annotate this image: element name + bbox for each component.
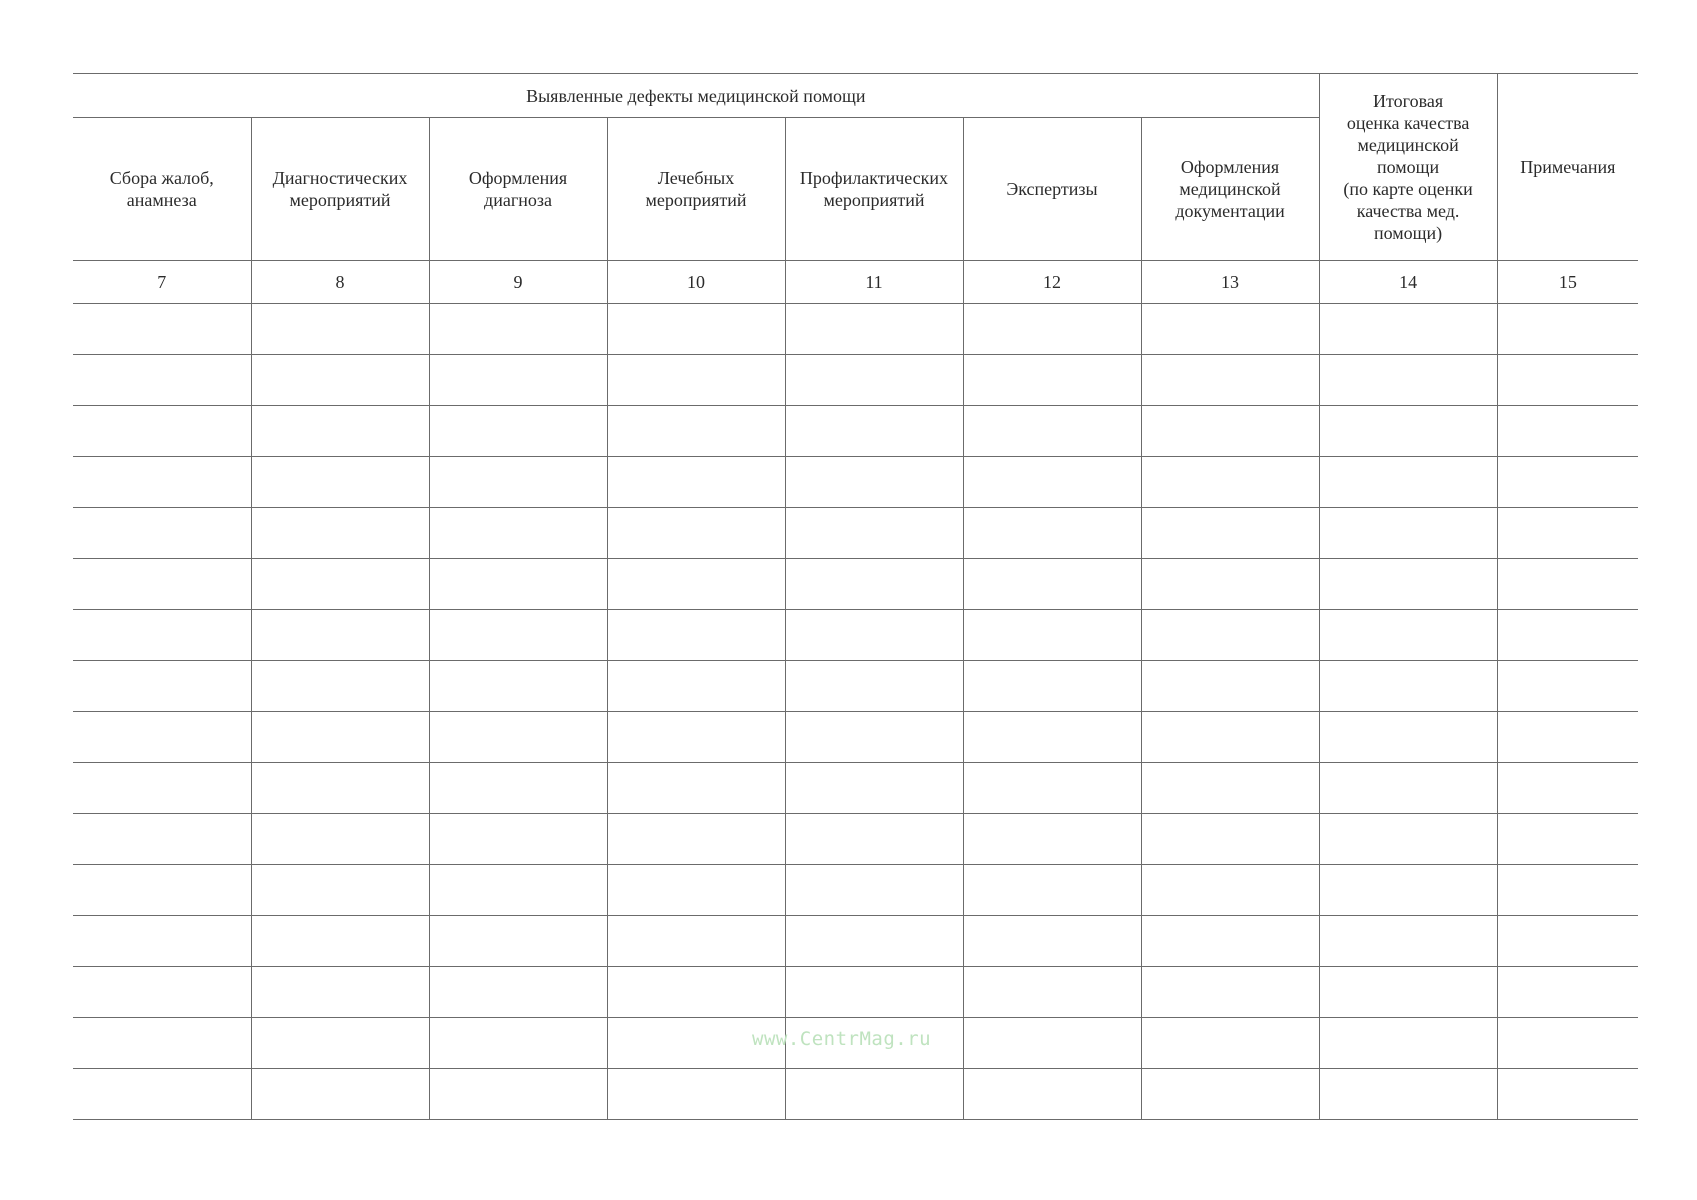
- table-cell[interactable]: [73, 559, 251, 610]
- header-prevention: Профилактических мероприятий: [785, 118, 963, 261]
- header-complaints: Сбора жалоб, анамнеза: [73, 118, 251, 261]
- table-row: [73, 916, 1638, 967]
- table-cell[interactable]: [429, 916, 607, 967]
- table-cell[interactable]: [429, 610, 607, 661]
- table-cell[interactable]: [73, 610, 251, 661]
- table-cell[interactable]: [607, 916, 785, 967]
- table-cell[interactable]: [607, 406, 785, 457]
- table-cell[interactable]: [429, 763, 607, 814]
- table-cell[interactable]: [1141, 457, 1319, 508]
- table-cell[interactable]: [73, 967, 251, 1018]
- table-cell[interactable]: [251, 610, 429, 661]
- table-cell[interactable]: [1497, 508, 1638, 559]
- table-cell[interactable]: [607, 457, 785, 508]
- table-cell[interactable]: [785, 508, 963, 559]
- table-cell[interactable]: [963, 610, 1141, 661]
- table-cell[interactable]: [785, 763, 963, 814]
- column-number: 13: [1141, 261, 1319, 304]
- table-cell[interactable]: [251, 457, 429, 508]
- table-cell[interactable]: [1319, 610, 1497, 661]
- watermark: www.CentrMag.ru: [752, 1028, 932, 1050]
- table-cell[interactable]: [785, 406, 963, 457]
- table-cell[interactable]: [963, 712, 1141, 763]
- table-cell[interactable]: [429, 304, 607, 355]
- table-cell[interactable]: [1319, 661, 1497, 712]
- table-cell[interactable]: [1141, 559, 1319, 610]
- table-row: [73, 865, 1638, 916]
- table-row: [73, 355, 1638, 406]
- table-row: [73, 967, 1638, 1018]
- table-cell[interactable]: [429, 814, 607, 865]
- table-cell[interactable]: [429, 1018, 607, 1069]
- table-cell[interactable]: [1319, 916, 1497, 967]
- table-cell[interactable]: [251, 1018, 429, 1069]
- table-row: [73, 763, 1638, 814]
- table-cell[interactable]: [607, 661, 785, 712]
- column-number: 9: [429, 261, 607, 304]
- table-cell[interactable]: [73, 304, 251, 355]
- group-header: Выявленные дефекты медицинской помощи: [73, 74, 1319, 118]
- table-row: [73, 1018, 1638, 1069]
- table-cell[interactable]: [785, 967, 963, 1018]
- table-cell[interactable]: [1497, 1018, 1638, 1069]
- table-row: [73, 1069, 1638, 1120]
- table-cell[interactable]: [251, 508, 429, 559]
- table-cell[interactable]: [1319, 508, 1497, 559]
- table-cell[interactable]: [1141, 355, 1319, 406]
- table-cell[interactable]: [963, 763, 1141, 814]
- table-cell[interactable]: [429, 457, 607, 508]
- table-cell[interactable]: [1497, 304, 1638, 355]
- header-total-score: Итоговая оценка качества медицинской помощи (по карте оценки качества мед. помощи): [1319, 74, 1497, 261]
- table-cell[interactable]: [1497, 559, 1638, 610]
- table-cell[interactable]: [1141, 661, 1319, 712]
- table-cell[interactable]: [429, 865, 607, 916]
- table-cell[interactable]: [607, 559, 785, 610]
- table-cell[interactable]: [251, 763, 429, 814]
- table-cell[interactable]: [1497, 916, 1638, 967]
- table-cell[interactable]: [429, 508, 607, 559]
- table-cell[interactable]: [1319, 814, 1497, 865]
- table-row: [73, 304, 1638, 355]
- table-cell[interactable]: [963, 661, 1141, 712]
- table-cell[interactable]: [251, 1069, 429, 1120]
- table-cell[interactable]: [251, 712, 429, 763]
- table-cell[interactable]: [73, 406, 251, 457]
- table-cell[interactable]: [785, 712, 963, 763]
- table-cell[interactable]: [1319, 559, 1497, 610]
- table-cell[interactable]: [963, 304, 1141, 355]
- table-cell[interactable]: [963, 508, 1141, 559]
- table-cell[interactable]: [1141, 916, 1319, 967]
- table-row: [73, 508, 1638, 559]
- column-number: 8: [251, 261, 429, 304]
- table-row: [73, 661, 1638, 712]
- table-cell[interactable]: [963, 457, 1141, 508]
- table-cell[interactable]: [251, 916, 429, 967]
- table-cell[interactable]: [251, 967, 429, 1018]
- table-cell[interactable]: [785, 559, 963, 610]
- table-cell[interactable]: [1497, 610, 1638, 661]
- table-cell[interactable]: [251, 355, 429, 406]
- table-cell[interactable]: [785, 814, 963, 865]
- table-cell[interactable]: [607, 763, 785, 814]
- table-cell[interactable]: [785, 610, 963, 661]
- table-cell[interactable]: [1497, 712, 1638, 763]
- table-cell[interactable]: [251, 559, 429, 610]
- table-cell[interactable]: [785, 1018, 963, 1069]
- table-cell[interactable]: [1497, 865, 1638, 916]
- table-cell[interactable]: [1319, 304, 1497, 355]
- table-cell[interactable]: [785, 865, 963, 916]
- table-cell[interactable]: [785, 457, 963, 508]
- table-cell[interactable]: [1319, 1069, 1497, 1120]
- table-cell[interactable]: [73, 916, 251, 967]
- table-cell[interactable]: [1497, 355, 1638, 406]
- table-cell[interactable]: [73, 1069, 251, 1120]
- table-cell[interactable]: [73, 1018, 251, 1069]
- table-cell[interactable]: [963, 865, 1141, 916]
- table-cell[interactable]: [963, 916, 1141, 967]
- table-cell[interactable]: [1497, 814, 1638, 865]
- column-number: 11: [785, 261, 963, 304]
- header-expertise: Экспертизы: [963, 118, 1141, 261]
- column-number: 12: [963, 261, 1141, 304]
- table-cell[interactable]: [73, 712, 251, 763]
- table-cell[interactable]: [607, 508, 785, 559]
- table-cell[interactable]: [1319, 865, 1497, 916]
- header-diagnostics: Диагностических мероприятий: [251, 118, 429, 261]
- table-cell[interactable]: [1497, 406, 1638, 457]
- header-notes: Примечания: [1497, 74, 1638, 261]
- table-cell[interactable]: [1141, 508, 1319, 559]
- table-cell[interactable]: [963, 967, 1141, 1018]
- table-cell[interactable]: [1141, 967, 1319, 1018]
- table-cell[interactable]: [429, 1069, 607, 1120]
- table-row: [73, 559, 1638, 610]
- table-cell[interactable]: [1319, 712, 1497, 763]
- table-cell[interactable]: [73, 865, 251, 916]
- header-treatment: Лечебных мероприятий: [607, 118, 785, 261]
- table-cell[interactable]: [1141, 1069, 1319, 1120]
- table-cell[interactable]: [607, 355, 785, 406]
- table-row: [73, 814, 1638, 865]
- table-cell[interactable]: [785, 1069, 963, 1120]
- table-cell[interactable]: [73, 814, 251, 865]
- quality-defects-table: [73, 73, 1638, 1120]
- table-cell[interactable]: [1319, 355, 1497, 406]
- table-row: [73, 610, 1638, 661]
- table-cell[interactable]: [73, 355, 251, 406]
- table-cell[interactable]: [1141, 304, 1319, 355]
- table-cell[interactable]: [963, 1018, 1141, 1069]
- column-number: 10: [607, 261, 785, 304]
- table-cell[interactable]: [1319, 406, 1497, 457]
- table-cell[interactable]: [1141, 712, 1319, 763]
- table-cell[interactable]: [1141, 1018, 1319, 1069]
- header-diagnosis: Оформления диагноза: [429, 118, 607, 261]
- table-cell[interactable]: [963, 355, 1141, 406]
- table-cell[interactable]: [1497, 1069, 1638, 1120]
- table-cell[interactable]: [607, 712, 785, 763]
- table-cell[interactable]: [251, 814, 429, 865]
- table-row: [73, 457, 1638, 508]
- table-cell[interactable]: [1497, 457, 1638, 508]
- table-cell[interactable]: [429, 967, 607, 1018]
- table-row: [73, 712, 1638, 763]
- table-cell[interactable]: [429, 712, 607, 763]
- table-cell[interactable]: [607, 865, 785, 916]
- table-cell[interactable]: [607, 967, 785, 1018]
- column-number: 14: [1319, 261, 1497, 304]
- table-cell[interactable]: [1141, 610, 1319, 661]
- table-cell[interactable]: [429, 559, 607, 610]
- table-cell[interactable]: [607, 814, 785, 865]
- table-cell[interactable]: [1319, 457, 1497, 508]
- table-cell[interactable]: [73, 508, 251, 559]
- table-cell[interactable]: [1141, 865, 1319, 916]
- column-number: 15: [1497, 261, 1638, 304]
- column-number: 7: [73, 261, 251, 304]
- table-cell[interactable]: [963, 1069, 1141, 1120]
- table-cell[interactable]: [1319, 1018, 1497, 1069]
- table-cell[interactable]: [1141, 814, 1319, 865]
- table-cell[interactable]: [963, 559, 1141, 610]
- table-cell[interactable]: [607, 304, 785, 355]
- table-cell[interactable]: [73, 661, 251, 712]
- table-cell[interactable]: [251, 406, 429, 457]
- header-documentation: Оформления медицинской документации: [1141, 118, 1319, 261]
- table-cell[interactable]: [607, 610, 785, 661]
- table-cell[interactable]: [73, 763, 251, 814]
- table-cell[interactable]: [1141, 763, 1319, 814]
- table-cell[interactable]: [607, 1018, 785, 1069]
- table-cell[interactable]: [963, 406, 1141, 457]
- table-cell[interactable]: [251, 865, 429, 916]
- table-cell[interactable]: [1141, 406, 1319, 457]
- table-cell[interactable]: [1319, 967, 1497, 1018]
- table-cell[interactable]: [251, 661, 429, 712]
- table-cell[interactable]: [607, 1069, 785, 1120]
- table-cell[interactable]: [251, 304, 429, 355]
- table-cell[interactable]: [785, 661, 963, 712]
- table-cell[interactable]: [963, 814, 1141, 865]
- table-cell[interactable]: [785, 916, 963, 967]
- table-cell[interactable]: [785, 304, 963, 355]
- table-cell[interactable]: [429, 406, 607, 457]
- table-cell[interactable]: [429, 661, 607, 712]
- column-number-row: [73, 261, 1638, 304]
- table-cell[interactable]: [1497, 763, 1638, 814]
- table-cell[interactable]: [429, 355, 607, 406]
- table-cell[interactable]: [785, 355, 963, 406]
- table-cell[interactable]: [1319, 763, 1497, 814]
- table-cell[interactable]: [73, 457, 251, 508]
- table-row: [73, 406, 1638, 457]
- table-cell[interactable]: [1497, 967, 1638, 1018]
- table-cell[interactable]: [1497, 661, 1638, 712]
